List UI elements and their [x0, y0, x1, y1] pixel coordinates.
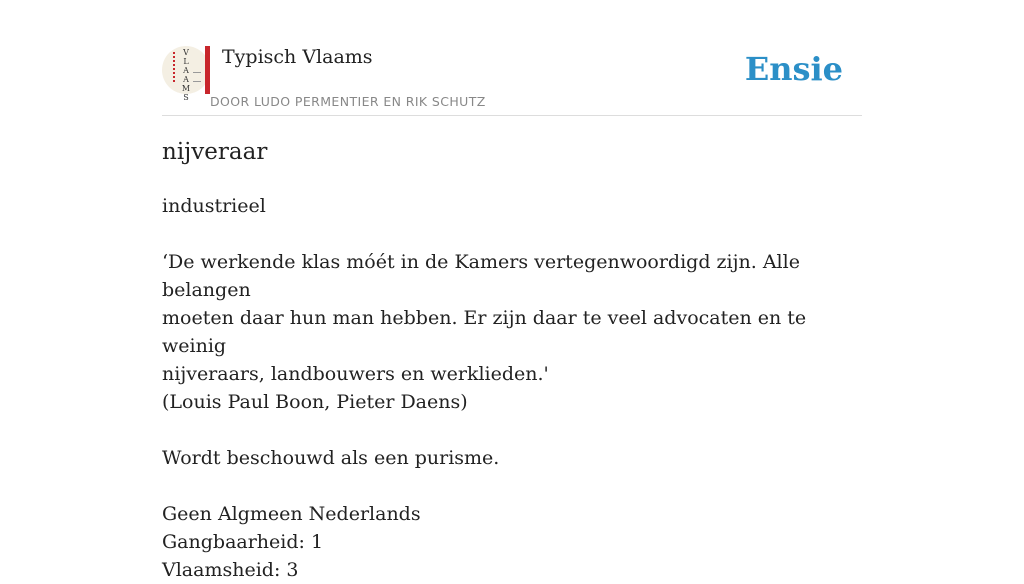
logo-letter: M	[181, 84, 191, 93]
logo-dots	[173, 52, 178, 82]
meta-line: Vlaamsheid: 3	[162, 559, 299, 581]
logo-letter: A	[183, 75, 189, 84]
entry-card	[162, 0, 862, 581]
meta-line: Gangbaarheid: 1	[162, 531, 324, 553]
entry-term: nijveraar	[162, 139, 268, 165]
quote-source: (Louis Paul Boon, Pieter Daens)	[162, 391, 468, 413]
meta-line: Geen Algmeen Nederlands	[162, 503, 421, 525]
entry-definition: industrieel	[162, 195, 266, 217]
logo-letters	[181, 48, 191, 102]
byline: DOOR LUDO PERMENTIER EN RIK SCHUTZ	[210, 94, 486, 109]
entry-note: Wordt beschouwd als een purisme.	[162, 447, 500, 469]
book-logo[interactable]	[162, 46, 210, 102]
book-title[interactable]: Typisch Vlaams	[222, 46, 373, 68]
quote-line: nijveraars, landbouwers en werklieden.'	[162, 363, 549, 385]
logo-letter: A	[183, 66, 189, 75]
logo-letter: S	[183, 93, 189, 102]
ensie-logo[interactable]: Ensie	[744, 50, 843, 88]
header	[162, 40, 862, 116]
entry-body	[162, 192, 862, 584]
quote-line: moeten daar hun man hebben. Er zijn daar te veel advocaten en te weinig	[162, 307, 807, 357]
logo-fine-lines	[193, 72, 201, 82]
logo-letter: L	[183, 57, 189, 66]
logo-red-stripe	[205, 46, 210, 94]
quote-line: ‘De werkende klas móét in de Kamers vertegenwoordigd zijn. Alle belangen	[162, 251, 800, 301]
logo-letter: V	[183, 48, 189, 57]
